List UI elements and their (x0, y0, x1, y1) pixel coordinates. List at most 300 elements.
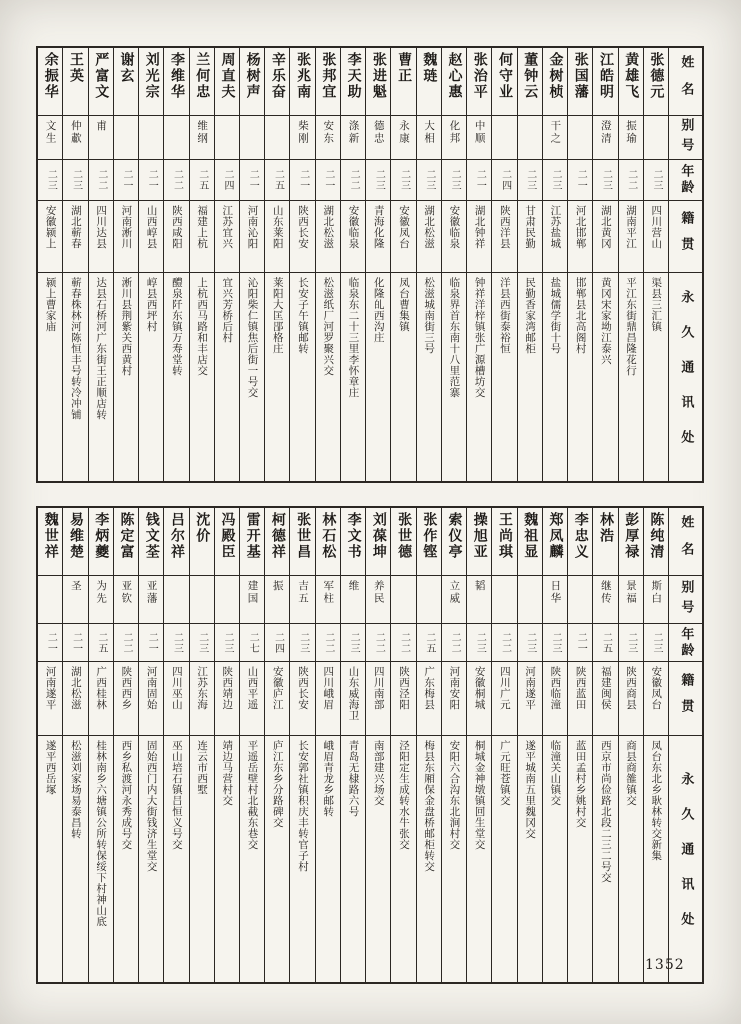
entry-age-cell (240, 160, 264, 201)
entry-native-place-cell (619, 662, 643, 736)
entry-age-cell (38, 624, 62, 662)
entry-native-place: 陕西咸阳 (170, 205, 183, 249)
entry-native-place-cell (543, 662, 567, 736)
entry-alias-cell (265, 116, 289, 160)
entry-age-cell (366, 160, 390, 201)
entry-native-place-cell (290, 201, 314, 273)
entry-age-cell (467, 624, 491, 662)
entry-contact-cell (593, 736, 617, 982)
directory-entry-column (365, 48, 390, 481)
entry-name: 张邦宜 (320, 52, 337, 100)
entry-contact: 长安郭社镇积庆丰转官子村 (297, 740, 309, 872)
entry-contact-cell (518, 273, 542, 481)
entry-age-cell (568, 624, 592, 662)
entry-contact: 平江东街鼎昌隆花行 (625, 277, 638, 376)
entry-native-place-cell (316, 201, 340, 273)
entry-age-cell (492, 160, 516, 201)
header-column (668, 508, 702, 982)
entry-contact: 泾阳定生成转水牛张交 (397, 740, 410, 850)
entry-age: 二三 (449, 169, 461, 191)
entry-native-place-cell (593, 201, 617, 273)
entry-contact: 淅川县荆紫关西黄村 (120, 277, 133, 376)
entry-alias: 立威 (448, 580, 461, 605)
entry-alias-cell (417, 576, 441, 624)
directory-entry-column (138, 48, 163, 481)
entry-native-place: 河南安阳 (448, 666, 461, 710)
header-name-label: 姓名 (678, 514, 694, 569)
entry-native-place: 安徽庐江 (271, 666, 284, 710)
entry-age-cell (341, 160, 365, 201)
entry-native-place: 福建闽侯 (599, 666, 612, 710)
entry-alias-cell (518, 116, 542, 160)
entry-alias-cell (492, 116, 516, 160)
directory-entry-column (365, 508, 390, 982)
header-contact-label: 永久通讯处 (678, 289, 694, 465)
entry-name: 赵心惠 (446, 52, 463, 100)
entry-age: 二三 (297, 631, 309, 654)
entry-name: 雷开基 (244, 512, 261, 560)
entry-alias: 维 (347, 580, 360, 593)
entry-alias-cell (215, 576, 239, 624)
entry-age: 二一 (575, 169, 587, 191)
entry-contact: 凤台曹集镇 (397, 277, 410, 332)
entry-native-place: 湖北松滋 (69, 666, 82, 710)
entry-native-place-cell (593, 662, 617, 736)
entry-age: 二五 (95, 631, 107, 654)
entry-name-cell (492, 48, 516, 116)
entry-contact: 临泉东二十三里李怀章庄 (347, 277, 360, 398)
entry-native-place-cell (341, 201, 365, 273)
entry-name: 辛乐奋 (269, 52, 286, 100)
entry-contact: 南部建兴场交 (372, 740, 385, 806)
entry-name: 李维华 (168, 52, 185, 100)
entry-native-place-cell (644, 662, 668, 736)
entry-alias-cell (391, 576, 415, 624)
entry-contact: 洋县西街泰裕恒 (498, 277, 511, 354)
entry-contact: 遂平城南五里魏冈交 (524, 740, 537, 839)
entry-alias: 为先 (95, 580, 108, 605)
entry-alias-cell (240, 576, 264, 624)
entry-alias: 安东 (322, 120, 335, 145)
entry-native-place: 陕西洋县 (498, 205, 511, 249)
entry-contact-cell (644, 273, 668, 481)
entry-contact: 达县石桥河广东街王正顺店转 (95, 277, 108, 420)
entry-contact-cell (190, 736, 214, 982)
entry-alias: 干之 (549, 120, 562, 145)
entry-native-place: 陕西长安 (297, 205, 309, 249)
entry-alias: 吉五 (297, 580, 309, 605)
entry-alias-cell (215, 116, 239, 160)
entry-alias: 维纲 (196, 120, 209, 145)
entry-alias: 大相 (423, 120, 436, 145)
entry-contact-cell (568, 736, 592, 982)
entry-native-place-cell (164, 201, 188, 273)
directory-entry-column (643, 508, 668, 982)
entry-age: 二三 (550, 631, 562, 654)
directory-entry-column (315, 508, 340, 982)
entry-alias: 化邦 (448, 120, 461, 145)
entry-native-place: 湖北钟祥 (473, 205, 486, 249)
entry-contact: 桐城金神墩镇回生堂交 (473, 740, 486, 850)
entry-name-cell (316, 48, 340, 116)
entry-native-place: 山东莱阳 (271, 205, 284, 249)
entry-name: 林石松 (320, 512, 337, 560)
entry-native-place: 江苏宜兴 (221, 205, 234, 249)
entry-age: 二三 (348, 631, 360, 654)
entry-contact: 化隆癿西沟庄 (372, 277, 385, 343)
entry-name-cell (63, 508, 87, 576)
entry-alias-cell (341, 576, 365, 624)
entry-name-cell (164, 48, 188, 116)
entry-age: 二二 (499, 631, 511, 654)
entry-native-place-cell (568, 201, 592, 273)
entry-contact-cell (442, 736, 466, 982)
entry-contact: 松滋刘家场易泰昌转 (69, 740, 82, 839)
entry-name-cell (265, 508, 289, 576)
directory-entry-column (189, 508, 214, 982)
entry-native-place-cell (366, 201, 390, 273)
entry-alias-cell (467, 116, 491, 160)
header-column (668, 48, 702, 481)
entry-alias-cell (619, 576, 643, 624)
entry-native-place-cell (316, 662, 340, 736)
entry-name-cell (89, 48, 113, 116)
entry-name-cell (467, 48, 491, 116)
entry-name: 张作铿 (421, 512, 438, 560)
entry-age-cell (139, 624, 163, 662)
directory-entry-column (163, 48, 188, 481)
entry-name: 金树桢 (547, 52, 564, 100)
entry-contact-cell (240, 736, 264, 982)
entry-native-place-cell (114, 662, 138, 736)
entry-contact-cell (619, 273, 643, 481)
entry-name: 杨树声 (244, 52, 261, 100)
entry-native-place: 河南固始 (145, 666, 158, 710)
entry-name: 何守业 (497, 52, 514, 100)
entry-contact-cell (190, 273, 214, 481)
entry-name-cell (38, 48, 62, 116)
entry-alias: 柴刚 (297, 120, 309, 145)
entry-alias-cell (139, 576, 163, 624)
directory-entry-column (517, 48, 542, 481)
entry-native-place-cell (366, 662, 390, 736)
entry-name: 魏琏 (421, 52, 438, 84)
header-contact-cell (669, 273, 702, 481)
directory-entry-column (390, 48, 415, 481)
directory-table-upper (36, 46, 704, 483)
entry-native-place-cell (518, 201, 542, 273)
entry-contact: 桂林南乡六塘镇公所转保绥下村神山底 (95, 740, 108, 927)
entry-age: 二三 (474, 631, 486, 654)
directory-entry-column (416, 508, 441, 982)
entry-native-place-cell (417, 662, 441, 736)
entry-native-place-cell (139, 201, 163, 273)
entry-contact: 连云市西墅 (196, 740, 209, 795)
entry-native-place: 山西平遥 (246, 666, 259, 710)
entry-age: 二三 (373, 169, 385, 191)
entry-contact: 峨眉青龙乡邮转 (322, 740, 335, 817)
entry-age: 二一 (121, 169, 133, 191)
entry-contact-cell (543, 273, 567, 481)
entry-contact-cell (366, 273, 390, 481)
entry-native-place-cell (215, 201, 239, 273)
entry-age-cell (417, 160, 441, 201)
entry-alias-cell (619, 116, 643, 160)
entry-native-place: 安徽临泉 (347, 205, 360, 249)
entry-age-cell (442, 160, 466, 201)
directory-entry-column (517, 508, 542, 982)
entry-age-cell (114, 160, 138, 201)
entry-name-cell (366, 48, 390, 116)
entry-alias-cell (139, 116, 163, 160)
entry-alias-cell (568, 116, 592, 160)
entry-native-place: 福建上杭 (196, 205, 209, 249)
entry-contact-cell (164, 273, 188, 481)
entry-age: 二三 (45, 169, 57, 191)
entry-contact-cell (619, 736, 643, 982)
directory-entry-column (189, 48, 214, 481)
entry-alias-cell (63, 576, 87, 624)
entry-native-place-cell (240, 201, 264, 273)
header-age-cell (669, 160, 702, 201)
entry-age-cell (215, 624, 239, 662)
entry-native-place: 河北邯郸 (574, 205, 587, 249)
directory-table-lower (36, 506, 704, 984)
entry-age-cell (619, 160, 643, 201)
entry-age: 二二 (121, 631, 133, 654)
entry-contact-cell (518, 736, 542, 982)
entry-alias: 德忠 (372, 120, 385, 145)
entry-name: 柯德祥 (269, 512, 286, 560)
directory-entry-column (466, 48, 491, 481)
entry-alias: 继传 (599, 580, 612, 605)
entry-contact-cell (38, 273, 62, 481)
entry-alias: 澄清 (599, 120, 612, 145)
directory-entry-column (214, 48, 239, 481)
directory-entry-column (466, 508, 491, 982)
directory-entry-column (618, 508, 643, 982)
entry-native-place-cell (265, 662, 289, 736)
entry-contact-cell (265, 273, 289, 481)
header-native-place-cell (669, 201, 702, 273)
directory-entry-column (618, 48, 643, 481)
entry-name: 郑凤麟 (547, 512, 564, 560)
entry-age-cell (442, 624, 466, 662)
entry-alias-cell (442, 576, 466, 624)
entry-age-cell (63, 624, 87, 662)
directory-entry-column (491, 48, 516, 481)
entry-name-cell (341, 508, 365, 576)
entry-name: 李忠义 (572, 512, 589, 560)
entry-alias: 永康 (397, 120, 410, 145)
entry-native-place: 陕西西乡 (120, 666, 133, 710)
entry-age: 二五 (423, 631, 435, 654)
entry-native-place: 四川巫山 (170, 666, 183, 710)
entry-native-place-cell (467, 662, 491, 736)
entry-alias: 涤新 (347, 120, 360, 145)
directory-entry-column (38, 508, 62, 982)
entry-contact: 民勤香家湾邮柜 (524, 277, 537, 354)
header-alias-cell (669, 116, 702, 160)
header-alias-cell (669, 576, 702, 624)
entry-native-place-cell (644, 201, 668, 273)
entry-contact-cell (391, 736, 415, 982)
entry-contact: 渠县三汇镇 (650, 277, 663, 332)
entry-name: 张兆南 (295, 52, 312, 100)
header-name-cell (669, 508, 702, 576)
entry-native-place-cell (492, 201, 516, 273)
entry-contact: 靖边马营村交 (221, 740, 234, 806)
entry-name-cell (265, 48, 289, 116)
entry-name-cell (619, 508, 643, 576)
entry-contact-cell (492, 273, 516, 481)
header-age-label: 年龄 (678, 626, 694, 659)
entry-age-cell (593, 624, 617, 662)
entry-native-place: 湖北蕲春 (69, 205, 82, 249)
entry-alias: 仲歗 (69, 120, 82, 145)
directory-entry-column (542, 508, 567, 982)
header-contact-label: 永久通讯处 (678, 771, 694, 947)
entry-name-cell (89, 508, 113, 576)
entry-name-cell (568, 508, 592, 576)
directory-entry-column (62, 48, 87, 481)
directory-entry-column (113, 48, 138, 481)
entry-contact: 平遥岳壁村北截东巷交 (246, 740, 259, 850)
directory-entry-column (62, 508, 87, 982)
entry-contact: 长安子午镇邮转 (297, 277, 309, 354)
entry-name-cell (139, 508, 163, 576)
entry-name: 魏祖显 (522, 512, 539, 560)
entry-age-cell (467, 160, 491, 201)
entry-native-place: 陕西靖边 (221, 666, 234, 710)
entry-age: 二三 (398, 169, 410, 191)
entry-contact-cell (290, 736, 314, 982)
entry-name-cell (492, 508, 516, 576)
entry-native-place: 四川营山 (650, 205, 663, 249)
entry-contact-cell (38, 736, 62, 982)
entry-name-cell (366, 508, 390, 576)
entry-native-place: 江苏东海 (196, 666, 209, 710)
page-number: 1352 (645, 957, 685, 973)
entry-age: 二一 (70, 631, 82, 654)
entry-age-cell (265, 624, 289, 662)
entry-age-cell (492, 624, 516, 662)
entry-contact-cell (114, 273, 138, 481)
entry-native-place: 四川峨眉 (322, 666, 335, 710)
entry-contact-cell (316, 736, 340, 982)
entry-age: 二一 (146, 169, 158, 191)
entry-name: 索仪亭 (446, 512, 463, 560)
entry-age-cell (164, 624, 188, 662)
entry-native-place: 河南淅川 (120, 205, 133, 249)
entry-name: 李炳夔 (93, 512, 110, 560)
entry-age: 二四 (272, 631, 284, 654)
entry-contact-cell (341, 273, 365, 481)
directory-entry-column (390, 508, 415, 982)
entry-contact: 青岛无棣路六号 (347, 740, 360, 817)
entry-native-place: 陕西泾阳 (397, 666, 410, 710)
directory-entry-column (340, 48, 365, 481)
entry-name: 黄雄飞 (623, 52, 640, 100)
entry-age: 二三 (650, 169, 662, 191)
entry-age-cell (644, 624, 668, 662)
entry-contact: 梅县东厢保金盘桥邮柜转交 (423, 740, 436, 872)
entry-age-cell (316, 624, 340, 662)
entry-contact-cell (644, 736, 668, 982)
entry-alias-cell (114, 116, 138, 160)
entry-contact: 松滋纸厂河罗聚兴交 (322, 277, 335, 376)
entry-name: 兰何忠 (194, 52, 211, 100)
entry-name-cell (518, 508, 542, 576)
entry-native-place-cell (442, 662, 466, 736)
entry-contact: 临泉界首东南十八里范寨 (448, 277, 461, 398)
entry-alias: 振 (271, 580, 284, 593)
entry-native-place-cell (568, 662, 592, 736)
entry-native-place-cell (114, 201, 138, 273)
entry-alias-cell (593, 116, 617, 160)
header-native-place-label: 籍贯 (678, 672, 694, 725)
entry-name-cell (442, 508, 466, 576)
entry-age-cell (164, 160, 188, 201)
entry-name: 张德元 (648, 52, 665, 100)
entry-name-cell (290, 48, 314, 116)
entry-alias-cell (492, 576, 516, 624)
entry-alias-cell (417, 116, 441, 160)
entry-contact: 商县商雒镇交 (625, 740, 638, 806)
entry-alias-cell (190, 116, 214, 160)
entry-native-place-cell (63, 662, 87, 736)
entry-native-place-cell (63, 201, 87, 273)
entry-native-place-cell (190, 201, 214, 273)
entry-alias-cell (644, 116, 668, 160)
entry-age-cell (593, 160, 617, 201)
header-alias-label: 别号 (678, 579, 694, 620)
directory-entry-column (567, 48, 592, 481)
entry-name: 周直夫 (219, 52, 236, 100)
entry-contact-cell (63, 736, 87, 982)
entry-age-cell (568, 160, 592, 201)
entry-age-cell (341, 624, 365, 662)
directory-entry-column (289, 48, 314, 481)
entry-contact-cell (568, 273, 592, 481)
entry-alias: 建国 (246, 580, 259, 605)
entry-contact: 固始西门内大街钱济生堂交 (145, 740, 158, 872)
entry-name: 严富文 (93, 52, 110, 100)
entry-name-cell (290, 508, 314, 576)
entry-contact: 凤台东北乡耿林转交新集 (650, 740, 663, 861)
entry-native-place-cell (442, 201, 466, 273)
entry-native-place-cell (240, 662, 264, 736)
entry-age-cell (114, 624, 138, 662)
header-native-place-label: 籍贯 (678, 210, 694, 263)
entry-contact-cell (89, 273, 113, 481)
entry-alias-cell (114, 576, 138, 624)
directory-entry-column (38, 48, 62, 481)
entry-alias-cell (265, 576, 289, 624)
entry-age-cell (63, 160, 87, 201)
entry-age: 二一 (322, 169, 334, 191)
entry-native-place-cell (417, 201, 441, 273)
entry-alias-cell (391, 116, 415, 160)
directory-entry-column (163, 508, 188, 982)
entry-native-place: 湖北松滋 (322, 205, 335, 249)
entry-alias-cell (316, 576, 340, 624)
entry-name: 王尚琪 (497, 512, 514, 560)
entry-native-place-cell (265, 201, 289, 273)
entry-age: 二五 (196, 169, 208, 191)
entry-contact: 遂平西岳塚 (44, 740, 57, 795)
entry-native-place: 安徽凤台 (650, 666, 663, 710)
